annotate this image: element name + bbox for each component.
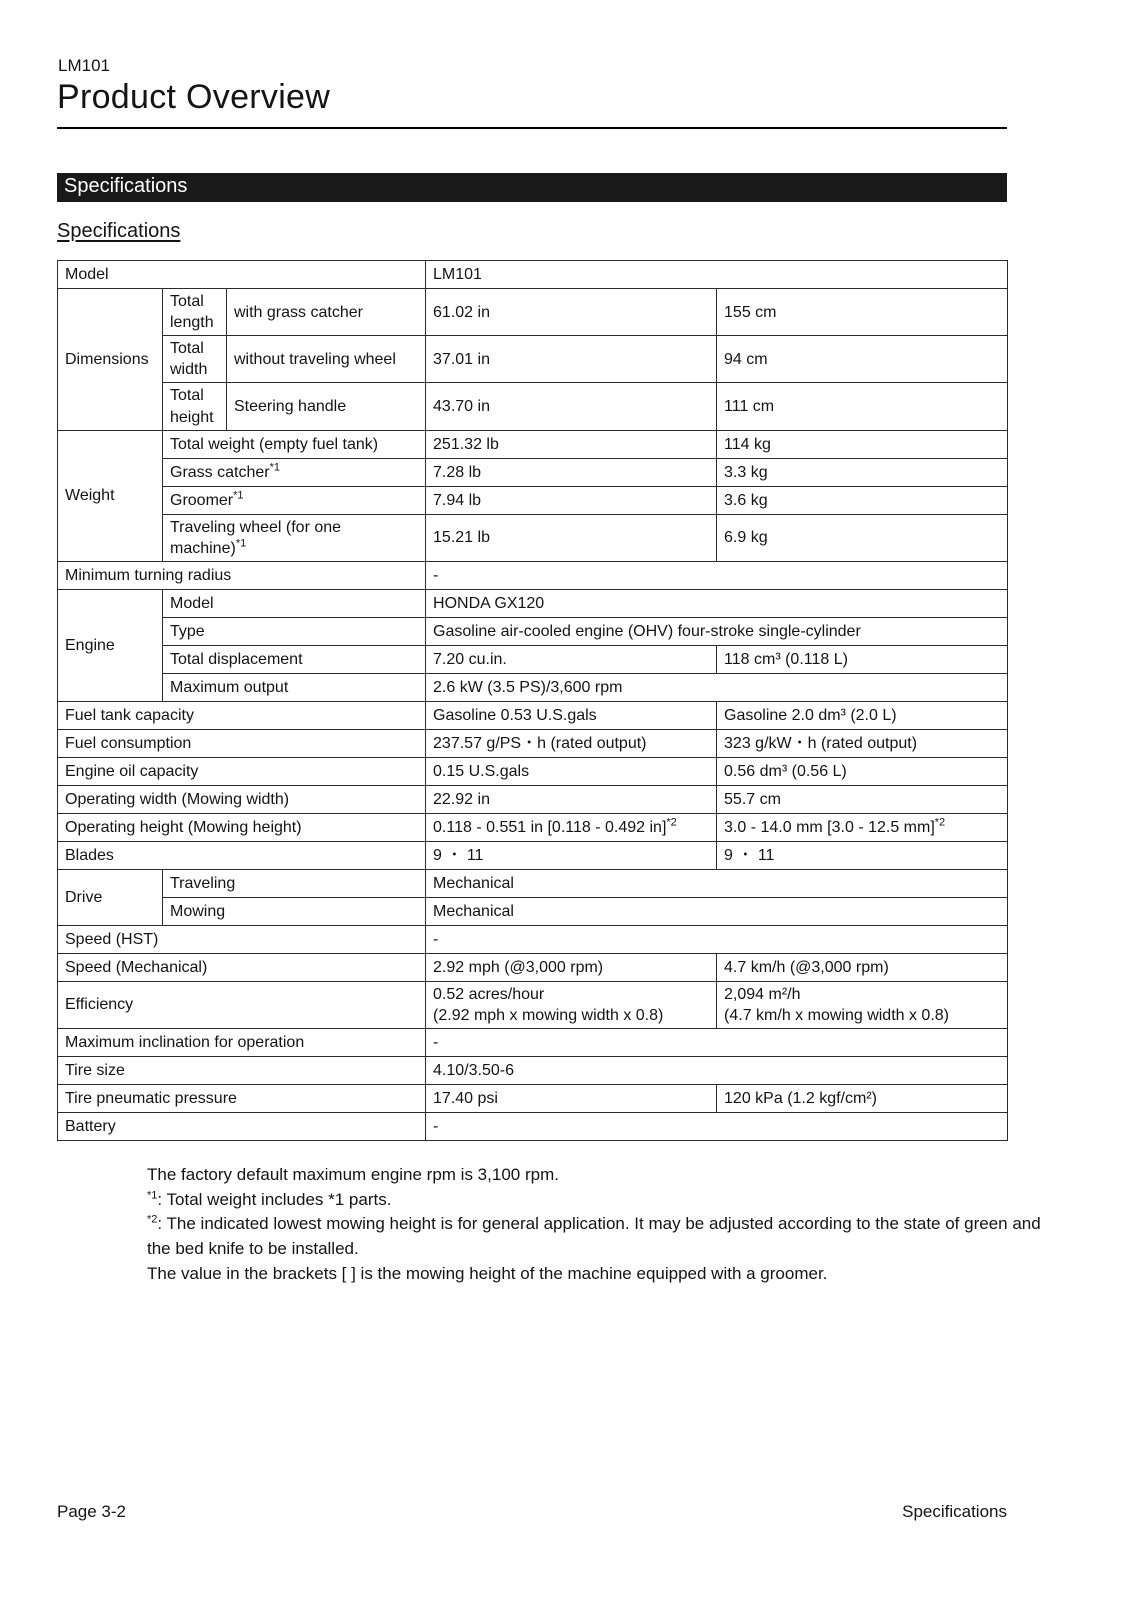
group-label-weight: Weight: [58, 430, 163, 561]
spec-value-cell-metric: [717, 981, 1008, 1028]
spec-value-cell-metric: 6.9 kg: [717, 514, 1008, 561]
page-title: Product Overview: [57, 78, 331, 116]
footnote-marker: *2: [666, 816, 677, 829]
value-line: 2,094 m²/h: [724, 985, 801, 1003]
row-weight-groomer: [58, 486, 1008, 514]
spec-value-cell-us: 37.01 in: [426, 336, 717, 383]
group-label-drive: Drive: [58, 869, 163, 925]
footer-section-name: Specifications: [902, 1502, 1007, 1521]
spec-value-cell-us: 237.57 g/PS・h (rated output): [426, 729, 717, 757]
spec-label-cell: Speed (HST): [58, 925, 426, 953]
row-max-inclination: [58, 1029, 1008, 1057]
value-line: (4.7 km/h x mowing width x 0.8): [724, 1006, 949, 1024]
page-footer: [57, 1502, 1007, 1522]
value-text: 3.0 - 14.0 mm [3.0 - 12.5 mm]: [724, 818, 935, 836]
spec-sublabel-cell: [163, 514, 426, 561]
row-blades: [58, 841, 1008, 869]
spec-sublabel-cell: Total height: [163, 383, 227, 430]
row-tire-size: [58, 1057, 1008, 1085]
spec-value-cell-us: 2.92 mph (@3,000 rpm): [426, 953, 717, 981]
spec-value-cell-metric: 323 g/kW・h (rated output): [717, 729, 1008, 757]
section-heading: Specifications: [57, 220, 181, 242]
spec-value-cell: -: [426, 925, 1008, 953]
row-speed-hst: [58, 925, 1008, 953]
footnote-text: : Total weight includes *1 parts.: [157, 1189, 392, 1209]
row-turning-radius: [58, 561, 1008, 589]
spec-label-cell: Model: [58, 261, 426, 289]
row-fuel-tank: [58, 701, 1008, 729]
footnote-2: [147, 1212, 1052, 1261]
row-weight-traveling-wheel: [58, 514, 1008, 561]
row-engine-oil: [58, 757, 1008, 785]
row-dimensions-width: [58, 336, 1008, 383]
spec-label-cell: Speed (Mechanical): [58, 953, 426, 981]
spec-sublabel-cell: Total width: [163, 336, 227, 383]
row-engine-model: [58, 589, 1008, 617]
spec-value-cell-metric: Gasoline 2.0 dm³ (2.0 L): [717, 701, 1008, 729]
spec-value-cell: -: [426, 1029, 1008, 1057]
spec-value-cell: -: [426, 1113, 1008, 1141]
sublabel-text: Grass catcher: [170, 463, 270, 481]
row-efficiency: [58, 981, 1008, 1028]
spec-value-cell-metric: 0.56 dm³ (0.56 L): [717, 757, 1008, 785]
row-engine-output: [58, 673, 1008, 701]
row-battery: [58, 1113, 1008, 1141]
note-brackets: The value in the brackets [ ] is the mowing height of the machine equipped with a groomer.: [147, 1263, 828, 1283]
spec-value-cell: -: [426, 561, 1008, 589]
footnote-marker: *1: [147, 1189, 158, 1202]
spec-sublabel-cell: Type: [163, 617, 426, 645]
spec-label-cell: Minimum turning radius: [58, 561, 426, 589]
spec-value-cell-us: 9 ・ 11: [426, 841, 717, 869]
spec-value-cell-us: 7.28 lb: [426, 458, 717, 486]
spec-value-cell: 2.6 kW (3.5 PS)/3,600 rpm: [426, 673, 1008, 701]
spec-value-cell: LM101: [426, 261, 1008, 289]
value-text: 0.118 - 0.551 in [0.118 - 0.492 in]: [433, 818, 667, 836]
spec-value-cell-metric: 4.7 km/h (@3,000 rpm): [717, 953, 1008, 981]
spec-value-cell-us: 7.94 lb: [426, 486, 717, 514]
spec-label-cell: Efficiency: [58, 981, 426, 1028]
footnote-marker: *1: [233, 489, 244, 502]
specifications-table: [57, 260, 1008, 1141]
spec-value-cell-us: 0.15 U.S.gals: [426, 757, 717, 785]
spec-sublabel-cell: Mowing: [163, 897, 426, 925]
spec-condition-cell: with grass catcher: [227, 289, 426, 336]
group-label-dimensions: Dimensions: [58, 289, 163, 431]
spec-value-cell-us: Gasoline 0.53 U.S.gals: [426, 701, 717, 729]
model-code: LM101: [58, 56, 110, 75]
spec-label-cell: Tire pneumatic pressure: [58, 1085, 426, 1113]
spec-value-cell-metric: 94 cm: [717, 336, 1008, 383]
row-weight-total: [58, 430, 1008, 458]
spec-value-cell-metric: 120 kPa (1.2 kgf/cm²): [717, 1085, 1008, 1113]
row-fuel-consumption: [58, 729, 1008, 757]
row-engine-displacement: [58, 645, 1008, 673]
row-model: [58, 261, 1008, 289]
spec-label-cell: Operating height (Mowing height): [58, 813, 426, 841]
spec-sublabel-cell: Total displacement: [163, 645, 426, 673]
footnote-marker: *2: [934, 816, 946, 829]
title-rule: [57, 127, 1007, 129]
spec-condition-cell: Steering handle: [227, 383, 426, 430]
note-default-rpm: The factory default maximum engine rpm is 3,100 rpm.: [147, 1165, 559, 1185]
row-drive-traveling: [58, 869, 1008, 897]
spec-value-cell-metric: 111 cm: [717, 383, 1008, 430]
spec-label-cell: Fuel tank capacity: [58, 701, 426, 729]
spec-value-cell-metric: 114 kg: [717, 430, 1008, 458]
spec-value-cell-us: 15.21 lb: [426, 514, 717, 561]
row-speed-mechanical: [58, 953, 1008, 981]
spec-label-cell: Engine oil capacity: [58, 757, 426, 785]
sublabel-text: Groomer: [170, 491, 234, 509]
spec-sublabel-cell: [163, 458, 426, 486]
spec-value-cell: 4.10/3.50-6: [426, 1057, 1008, 1085]
spec-value-cell: Mechanical: [426, 869, 1008, 897]
section-banner: Specifications: [57, 173, 1007, 202]
spec-value-cell-us: 43.70 in: [426, 383, 717, 430]
row-drive-mowing: [58, 897, 1008, 925]
footnote-marker: *1: [269, 461, 280, 474]
spec-value-cell: HONDA GX120: [426, 589, 1008, 617]
footnote-marker: *1: [235, 537, 247, 550]
row-weight-grass-catcher: [58, 458, 1008, 486]
footnote-marker: *2: [147, 1213, 158, 1226]
spec-value-cell-us: 251.32 lb: [426, 430, 717, 458]
row-engine-type: [58, 617, 1008, 645]
spec-value-cell-metric: 55.7 cm: [717, 785, 1008, 813]
spec-label-cell: Battery: [58, 1113, 426, 1141]
spec-value-cell-us: [426, 981, 717, 1028]
notes-section: [147, 1163, 1052, 1286]
spec-value-cell-metric: 3.3 kg: [717, 458, 1008, 486]
spec-value-cell-metric: 155 cm: [717, 289, 1008, 336]
spec-condition-cell: without traveling wheel: [227, 336, 426, 383]
spec-value-cell-us: 22.92 in: [426, 785, 717, 813]
spec-sublabel-cell: [163, 486, 426, 514]
spec-label-cell: Maximum inclination for operation: [58, 1029, 426, 1057]
spec-label-cell: Tire size: [58, 1057, 426, 1085]
row-dimensions-height: [58, 383, 1008, 430]
spec-value-cell-metric: 118 cm³ (0.118 L): [717, 645, 1008, 673]
row-dimensions-length: [58, 289, 1008, 336]
spec-value-cell-us: 61.02 in: [426, 289, 717, 336]
spec-sublabel-cell: Traveling: [163, 869, 426, 897]
spec-value-cell-us: 17.40 psi: [426, 1085, 717, 1113]
footer-page-number: Page 3-2: [57, 1502, 126, 1521]
spec-value-cell-us: [426, 813, 717, 841]
spec-sublabel-cell: Total length: [163, 289, 227, 336]
row-tire-pressure: [58, 1085, 1008, 1113]
row-operating-height: [58, 813, 1008, 841]
spec-label-cell: Operating width (Mowing width): [58, 785, 426, 813]
footnote-1: [147, 1188, 1052, 1213]
value-line: 0.52 acres/hour: [433, 985, 545, 1003]
sublabel-text: Traveling wheel (for one machine): [170, 518, 342, 557]
spec-label-cell: Blades: [58, 841, 426, 869]
spec-sublabel-cell: Total weight (empty fuel tank): [163, 430, 426, 458]
footnote-text: : The indicated lowest mowing height is for general application. It may be adjusted according to the state of green and the bed knife to be installed.: [147, 1214, 1041, 1259]
spec-value-cell-metric: [717, 813, 1008, 841]
value-line: (2.92 mph x mowing width x 0.8): [433, 1006, 664, 1024]
spec-label-cell: Fuel consumption: [58, 729, 426, 757]
spec-sublabel-cell: Model: [163, 589, 426, 617]
group-label-engine: Engine: [58, 589, 163, 701]
spec-value-cell: Mechanical: [426, 897, 1008, 925]
spec-value-cell-metric: 9 ・ 11: [717, 841, 1008, 869]
spec-value-cell-us: 7.20 cu.in.: [426, 645, 717, 673]
spec-sublabel-cell: Maximum output: [163, 673, 426, 701]
spec-value-cell-metric: 3.6 kg: [717, 486, 1008, 514]
spec-value-cell: Gasoline air-cooled engine (OHV) four-stroke single-cylinder: [426, 617, 1008, 645]
row-operating-width: [58, 785, 1008, 813]
